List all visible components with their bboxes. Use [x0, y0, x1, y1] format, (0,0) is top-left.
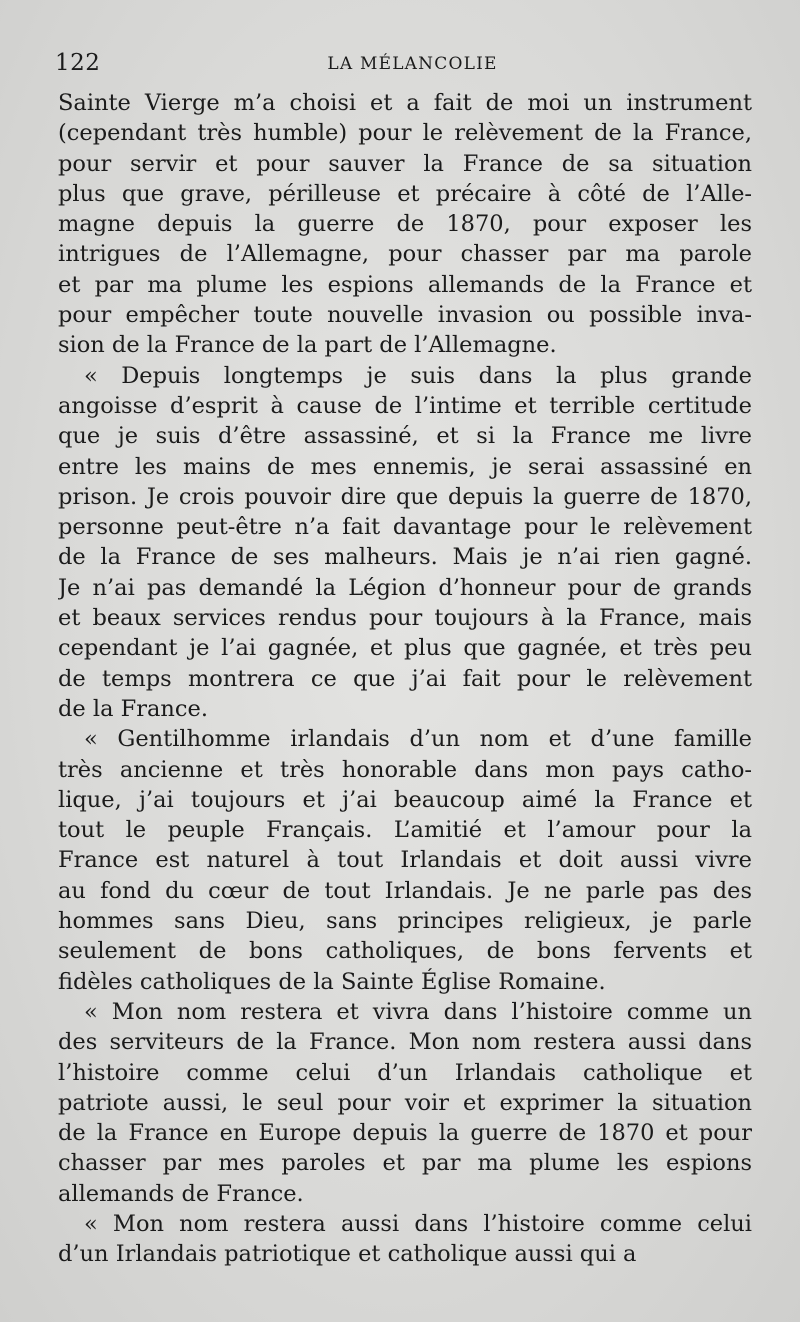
text-line: cependant je l’ai gagnée, et plus que gagnée, et très peu — [58, 635, 752, 662]
text-line: lique, j’ai toujours et j’ai beaucoup aimé la France et — [58, 786, 752, 813]
text-line: patriote aussi, le seul pour voir et exprimer la situation — [58, 1089, 752, 1116]
text-line: d’un Irlandais patriotique et catholique aussi qui a — [58, 1241, 637, 1268]
text-line: magne depuis la guerre de 1870, pour exposer les — [58, 211, 752, 238]
text-line: des serviteurs de la France. Mon nom restera aussi dans — [58, 1029, 752, 1056]
text-line: chasser par mes paroles et par ma plume les espions — [58, 1150, 752, 1177]
text-line: entre les mains de mes ennemis, je serai assassiné en — [58, 453, 752, 480]
text-line: personne peut-être n’a fait davantage pour le relèvement — [58, 514, 752, 541]
body-text — [58, 88, 752, 1270]
text-line: France est naturel à tout Irlandais et doit aussi vivre — [58, 847, 752, 874]
paragraph-first-line: « Gentilhomme irlandais d’un nom et d’une famille — [84, 726, 752, 753]
text-line: fidèles catholiques de la Sainte Église Romaine. — [58, 968, 606, 995]
text-line: Je n’ai pas demandé la Légion d’honneur pour de grands — [58, 574, 752, 601]
text-line: plus que grave, périlleuse et précaire à côté de l’Alle- — [58, 180, 752, 207]
text-line: sion de la France de la part de l’Allemagne. — [58, 332, 557, 359]
text-line: de la France en Europe depuis la guerre de 1870 et pour — [58, 1120, 752, 1147]
text-line: (cependant très humble) pour le relèvement de la France, — [58, 120, 752, 147]
text-line: et beaux services rendus pour toujours à la France, mais — [58, 605, 752, 632]
page-number: 122 — [55, 50, 101, 76]
paragraph-first-line: « Mon nom restera et vivra dans l’histoire comme un — [84, 998, 752, 1025]
running-title: LA MÉLANCOLIE — [327, 54, 498, 74]
text-line: seulement de bons catholiques, de bons fervents et — [58, 938, 752, 965]
text-line: et par ma plume les espions allemands de la France et — [58, 271, 752, 298]
page-header — [55, 50, 750, 80]
paragraph-first-line: « Depuis longtemps je suis dans la plus grande — [84, 362, 752, 389]
paragraph-first-line: « Mon nom restera aussi dans l’histoire comme celui — [84, 1210, 752, 1237]
text-line: très ancienne et très honorable dans mon pays catho- — [58, 756, 752, 783]
text-line: au fond du cœur de tout Irlandais. Je ne parle pas des — [58, 877, 752, 904]
text-line: prison. Je crois pouvoir dire que depuis la guerre de 1870, — [58, 483, 752, 510]
text-line: de la France. — [58, 695, 208, 722]
text-line: de temps montrera ce que j’ai fait pour le relèvement — [58, 665, 752, 692]
text-line: angoisse d’esprit à cause de l’intime et terrible certitude — [58, 392, 752, 419]
text-line: l’histoire comme celui d’un Irlandais catholique et — [58, 1059, 752, 1086]
text-line: allemands de France. — [58, 1180, 304, 1207]
text-line: tout le peuple Français. L’amitié et l’amour pour la — [58, 817, 752, 844]
text-line: hommes sans Dieu, sans principes religieux, je parle — [58, 908, 752, 935]
text-line: intrigues de l’Allemagne, pour chasser par ma parole — [58, 241, 752, 268]
text-line: pour servir et pour sauver la France de sa situation — [58, 150, 752, 177]
text-line: de la France de ses malheurs. Mais je n’ai rien gagné. — [58, 544, 752, 571]
text-line: pour empêcher toute nouvelle invasion ou possible inva- — [58, 302, 752, 329]
text-line: Sainte Vierge m’a choisi et a fait de moi un instrument — [58, 90, 752, 116]
text-line: que je suis d’être assassiné, et si la France me livre — [58, 423, 752, 450]
